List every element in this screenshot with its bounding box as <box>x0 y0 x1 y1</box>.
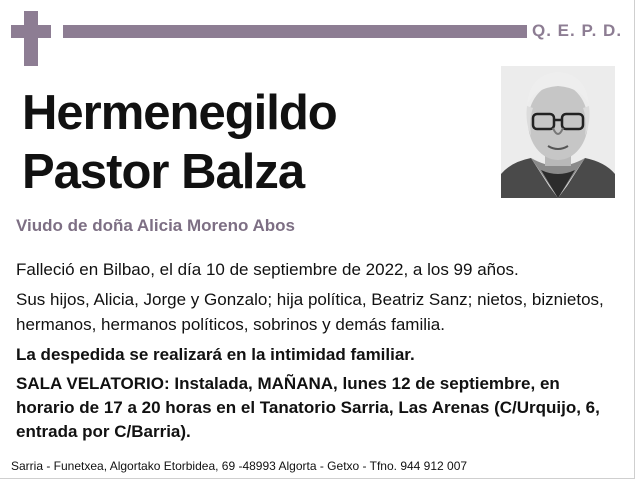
header-rule <box>63 25 527 38</box>
widow-of-line: Viudo de doña Alicia Moreno Abos <box>16 216 295 235</box>
farewell-notice: La despedida se realizará en la intimidad familiar. <box>16 345 415 364</box>
portrait-icon <box>501 66 615 198</box>
deceased-name <box>22 84 337 202</box>
cross-icon-vertical <box>24 11 38 66</box>
wake-room-notice: SALA VELATORIO: Instalada, MAÑANA, lunes 12 de septiembre, en horario de 17 a 20 horas en el Tanatorio Sarria, Las Arenas (C/Urquijo, 6, entrada por C/Barria). <box>16 374 600 441</box>
death-notice: Falleció en Bilbao, el día 10 de septiembre de 2022, a los 99 años. <box>16 260 519 279</box>
name-line-1: Hermenegildo <box>22 86 337 140</box>
portrait-photo <box>501 66 615 198</box>
name-line-2: Pastor Balza <box>22 145 305 199</box>
family-paragraph: Sus hijos, Alicia, Jorge y Gonzalo; hija política, Beatriz Sanz; nietos, biznietos, hermanos, hermanos políticos, sobrinos y demás familia. <box>16 290 604 334</box>
funeral-home-footer: Sarria - Funetxea, Algortako Etorbidea, 69 -48993 Algorta - Getxo - Tfno. 944 912 007 <box>11 459 468 473</box>
cross-icon-horizontal <box>11 25 51 38</box>
qepd-label: Q. E. P. D. <box>532 21 623 40</box>
